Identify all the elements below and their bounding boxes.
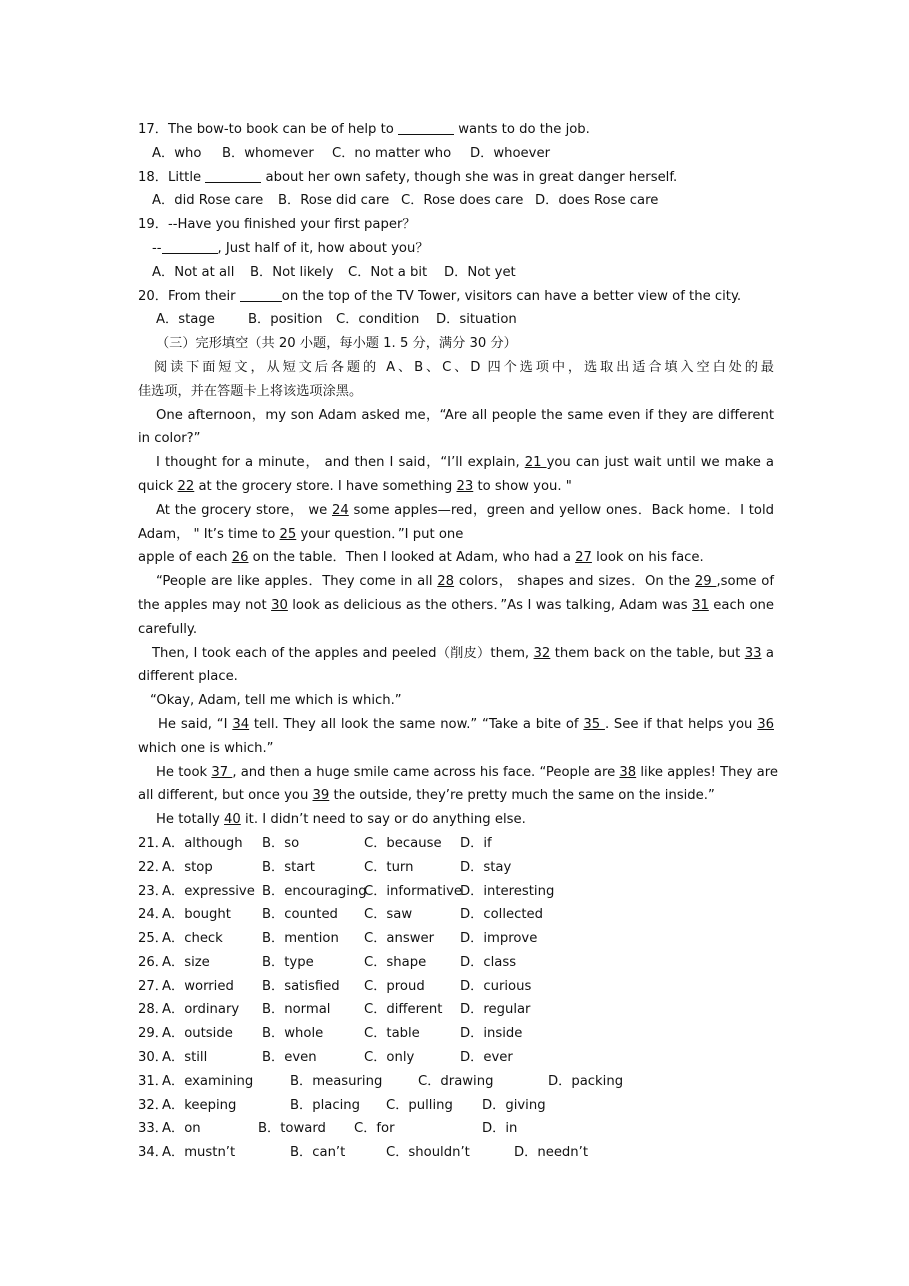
options-20 (138, 308, 774, 332)
blank-26: 26 (231, 550, 249, 566)
option-b: B．Not likely (250, 264, 334, 280)
passage-line: apple of each 26 on the table．Then I looked at Adam, who had a 27 look on his face. (138, 550, 704, 566)
option-a: A．who (152, 145, 202, 161)
option-row: 25． A．check B．mention C．answer D．improve (138, 931, 538, 947)
option-row: 23． A．expressive B．encouraging C．informative D．interesting (138, 883, 555, 899)
blank-21: 21 (524, 455, 547, 471)
passage-line: He said, “I 34 tell. They all look the same now.” “Take a bite of 35 . See if that helps you 36 (158, 716, 774, 732)
option-row: 22． A．stop B．start C．turn D．stay (138, 859, 512, 875)
option-d: D．situation (436, 312, 517, 328)
question-18: 18．Little about her own safety, though she was in great danger herself. (138, 169, 678, 185)
option-c: C．Rose does care (401, 193, 524, 209)
question-17: 17．The bow-to book can be of help to wants to do the job. (138, 122, 590, 137)
blank-25: 25 (279, 526, 297, 542)
question-number: 17． (138, 122, 168, 137)
option-a: A．did Rose care (152, 193, 264, 209)
passage-line: “People are like apples．They come in all 28 colors， shapes and sizes．On the 29 ,some of (156, 574, 774, 590)
blank-27: 27 (575, 550, 592, 566)
blank-37: 37 (211, 764, 233, 780)
option-c: C．condition (336, 312, 420, 328)
passage-line: I thought for a minute， and then I said，“I’ll explain, 21 you can just wait until we make a (156, 455, 774, 471)
options-18 (138, 189, 774, 213)
blank-39: 39 (312, 788, 330, 804)
blank-30: 30 (271, 597, 288, 613)
option-row: 24． A．bought B．counted C．saw D．collected (138, 907, 544, 923)
blank-33: 33 (744, 645, 762, 661)
question-19: 19．--Have you finished your first paper？ (138, 217, 416, 233)
options-17 (138, 142, 774, 166)
option-d: D．whoever (470, 145, 551, 161)
option-b: B．position (248, 312, 323, 328)
option-row: 30． A．still B．even C．only D．ever (138, 1050, 513, 1066)
option-b: B．whomever (222, 145, 314, 161)
blank-34: 34 (232, 716, 250, 732)
option-b: B．Rose did care (278, 193, 390, 209)
option-row: 34． A．mustn’t B．can’t C．shouldn’t D．needn’t (138, 1145, 589, 1161)
option-row: 29． A．outside B．whole C．table D．inside (138, 1026, 523, 1042)
passage-line: He totally 40 it. I didn’t need to say or do anything else. (156, 812, 526, 828)
passage-line: in color?” (138, 431, 201, 447)
section-instruction-cont: 佳选项，并在答题卡上将该选项涂黑。 (138, 383, 363, 399)
passage-line: At the grocery store， we 24 some apples—red，green and yellow ones．Back home．I told (156, 502, 774, 518)
option-row: 31． A．examining B．measuring C．drawing D．packing (138, 1073, 624, 1089)
option-row: 33． A．on B．toward C．for D．in (138, 1121, 518, 1137)
option-c: C．Not a bit (348, 264, 428, 280)
passage-line: all different, but once you 39 the outside, they’re pretty much the same on the inside.” (138, 788, 715, 804)
blank-40: 40 (224, 812, 241, 828)
passage-line: carefully. (138, 621, 198, 637)
option-row: 21． A．although B．so C．because D．if (138, 835, 492, 851)
options-19 (138, 261, 774, 285)
blank-28: 28 (437, 574, 455, 590)
option-a: A．stage (156, 312, 215, 328)
passage-line: Adam， " It’s time to 25 your question．”I put one (138, 526, 464, 542)
blank-22: 22 (177, 478, 195, 494)
section-title: （三）完形填空（共 20 小题，每小题 1. 5 分，满分 30 分） (156, 336, 517, 352)
blank-31: 31 (692, 597, 709, 613)
passage-line: quick 22 at the grocery store. I have something 23 to show you. " (138, 478, 572, 494)
cloze-options-list (138, 832, 774, 1165)
passage-line: which one is which.” (138, 740, 274, 756)
option-d: D．does Rose care (535, 193, 659, 209)
answer-blank (205, 168, 261, 183)
passage-line: Then, I took each of the apples and peeled（削皮）them, 32 them back on the table, but 33 a (152, 645, 774, 661)
passage-line: “Okay, Adam, tell me which is which.” (150, 693, 402, 709)
option-d: D．Not yet (444, 264, 516, 280)
blank-24: 24 (332, 502, 349, 518)
question-19-line2: -- , Just half of it, how about you？ (152, 240, 429, 256)
blank-23: 23 (456, 478, 474, 494)
blank-36: 36 (757, 716, 774, 732)
section-instruction: 阅读下面短文，从短文后各题的 A、B、C、D 四个选项中，选取出适合填入空白处的最 (154, 359, 774, 375)
answer-blank (240, 287, 282, 302)
question-number: 20． (138, 288, 168, 304)
passage-line: the apples may not 30 look as delicious as the others．”As I was talking, Adam was 31 each one (138, 597, 774, 613)
option-a: A．Not at all (152, 264, 235, 280)
blank-35: 35 (583, 716, 605, 732)
question-number: 19． (138, 217, 168, 233)
blank-38: 38 (619, 764, 637, 780)
option-row: 27． A．worried B．satisfied C．proud D．curious (138, 978, 532, 994)
answer-blank (398, 120, 454, 135)
blank-32: 32 (533, 645, 551, 661)
passage-line: He took 37 , and then a huge smile came across his face. “People are 38 like apples! They are (156, 764, 778, 780)
answer-blank (162, 239, 218, 254)
passage-line: different place. (138, 669, 238, 685)
question-number: 18． (138, 169, 168, 185)
option-c: C．no matter who (332, 145, 452, 161)
option-row: 28． A．ordinary B．normal C．different D．regular (138, 1002, 531, 1018)
exam-page (138, 118, 778, 1165)
option-row: 26． A．size B．type C．shape D．class (138, 954, 517, 970)
question-20: 20．From their on the top of the TV Tower, visitors can have a better view of the city. (138, 288, 742, 304)
passage-line: One afternoon，my son Adam asked me，“Are all people the same even if they are different (156, 407, 774, 423)
option-row: 32． A．keeping B．placing C．pulling D．giving (138, 1097, 546, 1113)
blank-29: 29 (694, 574, 717, 590)
